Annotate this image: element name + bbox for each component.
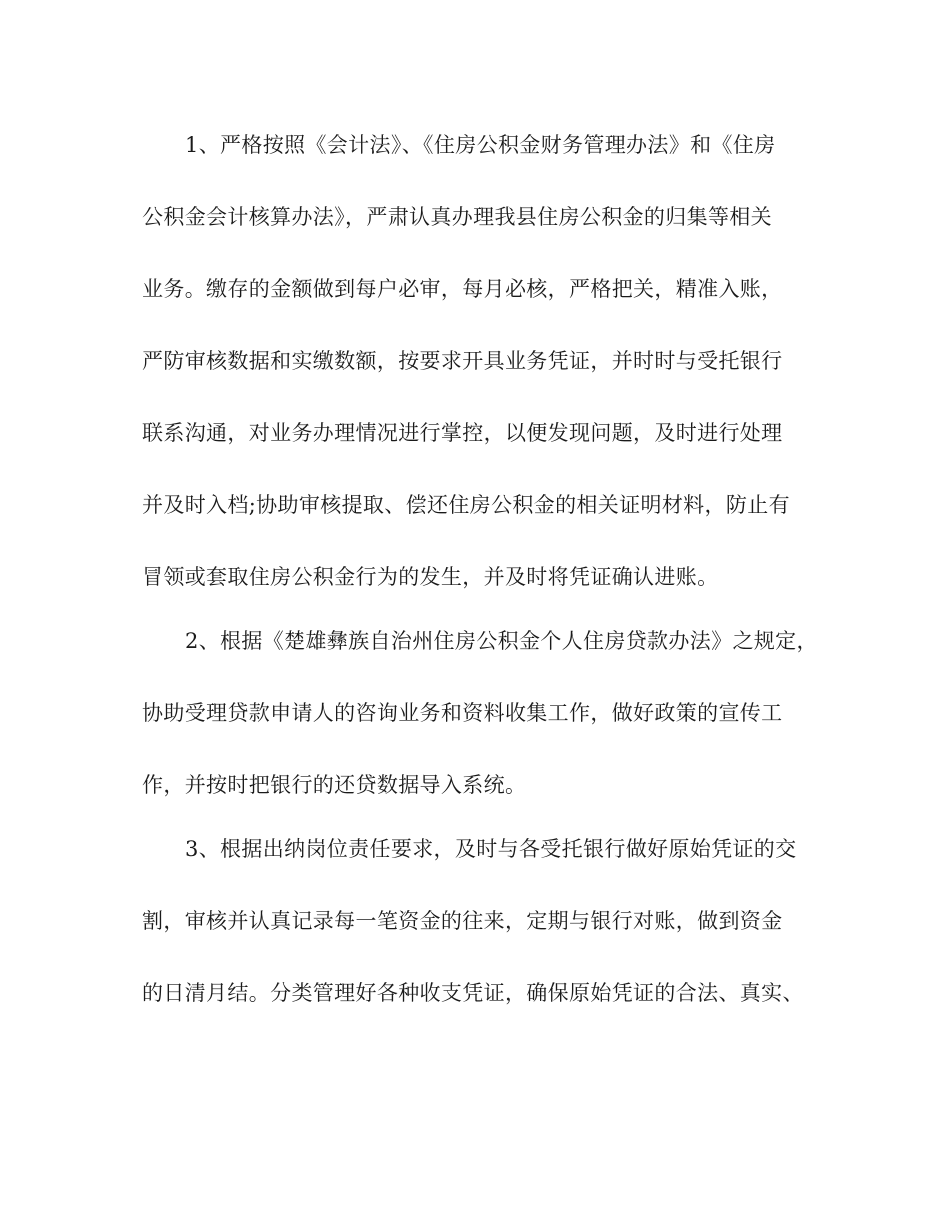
paragraph-1-line-1: 1、严格按照《会计法》、《住房公积金财务管理办法》和《住房 (185, 133, 776, 157)
paragraph-1-line-4: 严防审核数据和实缴数额，按要求开具业务凭证，并时时与受托银行 (142, 349, 783, 373)
paragraph-2-line-3: 作，并按时把银行的还贷数据导入系统。 (142, 773, 527, 797)
paragraph-3-line-2: 割，审核并认真记录每一笔资金的往来，定期与银行对账，做到资金 (142, 909, 783, 933)
paragraph-2-line-2: 协助受理贷款申请人的咨询业务和资料收集工作，做好政策的宣传工 (142, 701, 783, 725)
paragraph-3-line-1: 3、根据出纳岗位责任要求，及时与各受托银行做好原始凭证的交 (185, 837, 797, 861)
paragraph-1-line-6: 并及时入档;协助审核提取、偿还住房公积金的相关证明材料，防止有 (142, 493, 790, 517)
paragraph-1-line-2: 公积金会计核算办法》，严肃认真办理我县住房公积金的归集等相关 (142, 205, 772, 229)
paragraph-1-line-5: 联系沟通，对业务办理情况进行掌控，以便发现问题，及时进行处理 (142, 421, 783, 445)
paragraph-1-line-3: 业务。缴存的金额做到每户必审，每月必核，严格把关，精准入账， (142, 277, 783, 301)
paragraph-1-line-7: 冒领或套取住房公积金行为的发生，并及时将凭证确认进账。 (142, 565, 719, 589)
paragraph-3-line-3: 的日清月结。分类管理好各种收支凭证，确保原始凭证的合法、真实、 (142, 981, 804, 1005)
paragraph-2-line-1: 2、根据《楚雄彝族自治州住房公积金个人住房贷款办法》之规定， (185, 629, 818, 653)
